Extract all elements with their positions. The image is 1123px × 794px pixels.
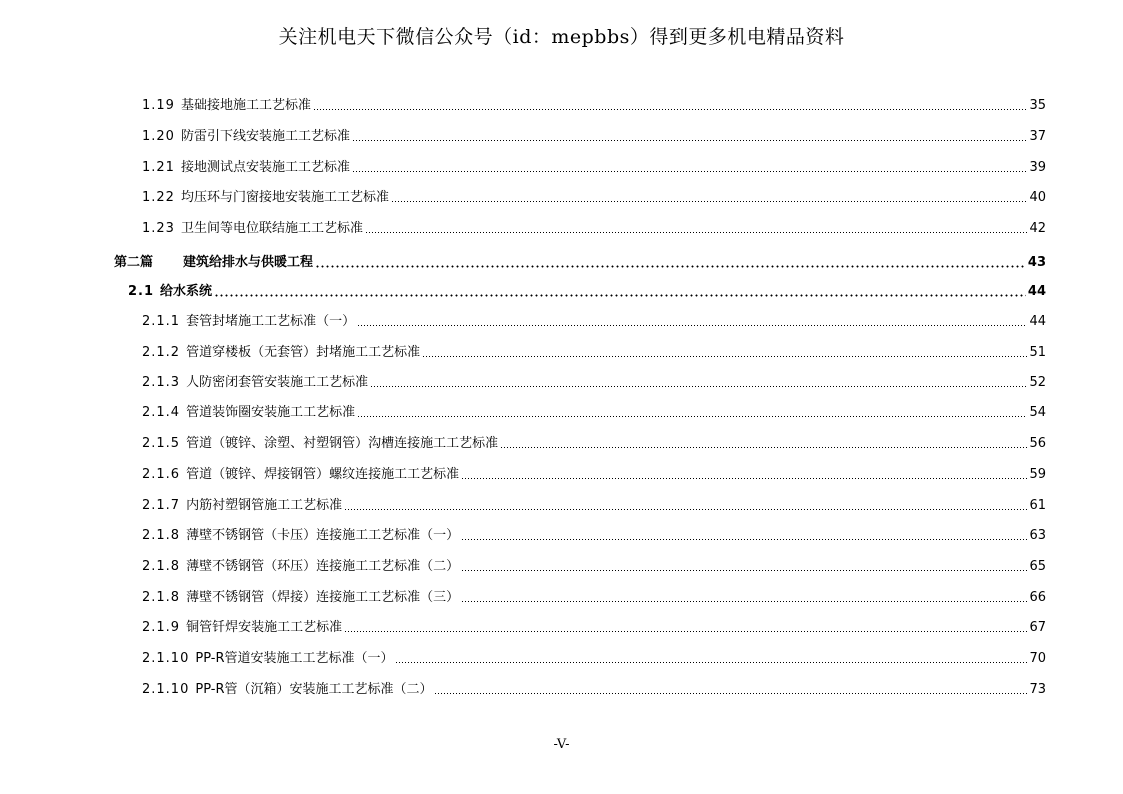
toc-entry-page: 70 [1029, 651, 1046, 666]
dot-leader [315, 265, 1026, 268]
toc-entry[interactable] [142, 188, 1046, 208]
toc-entry-page: 67 [1029, 620, 1046, 635]
toc-entry-page: 35 [1029, 98, 1046, 113]
toc-entry[interactable] [142, 219, 1046, 239]
toc-entry-title: 卫生间等电位联结施工工艺标准 [180, 221, 363, 236]
dot-leader [313, 108, 1027, 111]
toc-entry-number: 2.1.6 [142, 467, 181, 482]
toc-entry-number: 2.1.8 [142, 559, 181, 574]
toc-entry-title: 薄壁不锈钢管（环压）连接施工工艺标准（二） [186, 559, 460, 574]
toc-entry-page: 44 [1027, 284, 1046, 299]
toc-entry-number: 2.1.5 [142, 436, 181, 451]
page-header: 关注机电天下微信公众号（id：mepbbs）得到更多机电精品资料 [278, 26, 845, 48]
toc-entry-page: 54 [1029, 405, 1046, 420]
toc-entry-title: 防雷引下线安装施工工艺标准 [180, 129, 350, 144]
toc-entry-title: 建筑给排水与供暖工程 [183, 255, 314, 270]
dot-leader [461, 477, 1027, 480]
toc-entry[interactable] [142, 403, 1046, 423]
dot-leader [500, 446, 1027, 449]
dot-leader [365, 231, 1027, 234]
toc-entry[interactable] [142, 557, 1046, 577]
toc-entry-page: 40 [1029, 190, 1046, 205]
toc-entry-page: 65 [1029, 559, 1046, 574]
toc-entry-page: 43 [1027, 255, 1046, 270]
toc-entry-page: 39 [1029, 160, 1046, 175]
toc-entry[interactable] [142, 96, 1046, 116]
toc-entry-number: 2.1.8 [142, 590, 181, 605]
toc-entry-page: 59 [1029, 467, 1046, 482]
dot-leader [214, 294, 1026, 297]
dot-leader [461, 600, 1027, 603]
toc-entry-number: 1.19 [142, 98, 175, 113]
toc-entry-page: 73 [1029, 682, 1046, 697]
toc-entry-number: 2.1.3 [142, 375, 181, 390]
toc-entry[interactable] [142, 312, 1046, 332]
toc-entry-title: PP-R管道安装施工工艺标准（一） [195, 651, 394, 666]
toc-entry-title: 管道穿楼板（无套管）封堵施工工艺标准 [186, 345, 421, 360]
toc-entry-number: 1.23 [142, 221, 175, 236]
toc-entry-title: 薄壁不锈钢管（焊接）连接施工工艺标准（三） [186, 590, 460, 605]
toc-entry-title: 薄壁不锈钢管（卡压）连接施工工艺标准（一） [186, 528, 460, 543]
toc-entry-part[interactable] [114, 253, 1046, 273]
toc-entry-title: PP-R管（沉箱）安装施工工艺标准（二） [195, 682, 433, 697]
dot-leader [422, 355, 1027, 358]
toc-entry[interactable] [142, 343, 1046, 363]
toc-entry-page: 66 [1029, 590, 1046, 605]
toc-entry-number: 1.20 [142, 129, 175, 144]
toc-entry-title: 人防密闭套管安装施工工艺标准 [186, 375, 369, 390]
toc-entry-title: 均压环与门窗接地安装施工工艺标准 [180, 190, 389, 205]
toc-entry-number: 1.21 [142, 160, 175, 175]
dot-leader [434, 692, 1027, 695]
toc-entry[interactable] [142, 373, 1046, 393]
toc-entry[interactable] [142, 127, 1046, 147]
toc-entry[interactable] [142, 618, 1046, 638]
toc-entry-page: 42 [1029, 221, 1046, 236]
toc-entry-title: 接地测试点安装施工工艺标准 [180, 160, 350, 175]
toc-entry-title: 内筋衬塑钢管施工工艺标准 [186, 498, 343, 513]
toc-entry-page: 61 [1029, 498, 1046, 513]
toc-entry-number: 2.1.7 [142, 498, 181, 513]
toc-entry[interactable] [142, 465, 1046, 485]
toc-entry-page: 51 [1029, 345, 1046, 360]
toc-entry[interactable] [142, 526, 1046, 546]
toc-entry-page: 37 [1029, 129, 1046, 144]
toc-entry[interactable] [142, 434, 1046, 454]
dot-leader [344, 630, 1027, 633]
dot-leader [395, 661, 1027, 664]
toc-entry-title: 管道装饰圈安装施工工艺标准 [186, 405, 356, 420]
toc-entry-number: 2.1.10 [142, 682, 190, 697]
toc-entry-title: 给水系统 [160, 284, 213, 299]
toc-entry-number: 2.1.1 [142, 314, 181, 329]
dot-leader [352, 139, 1027, 142]
toc-entry-page: 56 [1029, 436, 1046, 451]
dot-leader [357, 415, 1027, 418]
toc-entry-number: 2.1.2 [142, 345, 181, 360]
dot-leader [461, 538, 1027, 541]
toc-entry-title: 铜管钎焊安装施工工艺标准 [186, 620, 343, 635]
toc-entry-page: 52 [1029, 375, 1046, 390]
toc-entry-number: 2.1.4 [142, 405, 181, 420]
toc-entry-number: 2.1.10 [142, 651, 190, 666]
dot-leader [370, 385, 1027, 388]
toc-entry[interactable] [142, 649, 1046, 669]
toc-entry-number: 1.22 [142, 190, 175, 205]
toc-entry-title: 管道（镀锌、焊接钢管）螺纹连接施工工艺标准 [186, 467, 460, 482]
toc-entry-number: 2.1 [128, 284, 155, 299]
toc-entry-chapter[interactable] [128, 282, 1046, 302]
toc-entry-number: 2.1.8 [142, 528, 181, 543]
toc-entry-number: 第二篇 [114, 255, 154, 270]
toc-entry[interactable] [142, 588, 1046, 608]
dot-leader [352, 170, 1027, 173]
toc-entry[interactable] [142, 158, 1046, 178]
toc-entry-title: 套管封堵施工工艺标准（一） [186, 314, 356, 329]
toc-entry-title: 基础接地施工工艺标准 [180, 98, 311, 113]
toc-entry[interactable] [142, 496, 1046, 516]
dot-leader [357, 324, 1027, 327]
toc-entry-title: 管道（镀锌、涂塑、衬塑钢管）沟槽连接施工工艺标准 [186, 436, 499, 451]
dot-leader [391, 200, 1027, 203]
dot-leader [344, 508, 1027, 511]
toc-entry-number: 2.1.9 [142, 620, 181, 635]
page-number: -V- [553, 737, 570, 752]
toc-entry-page: 44 [1029, 314, 1046, 329]
dot-leader [461, 569, 1027, 572]
toc-entry-page: 63 [1029, 528, 1046, 543]
toc-entry[interactable] [142, 680, 1046, 700]
